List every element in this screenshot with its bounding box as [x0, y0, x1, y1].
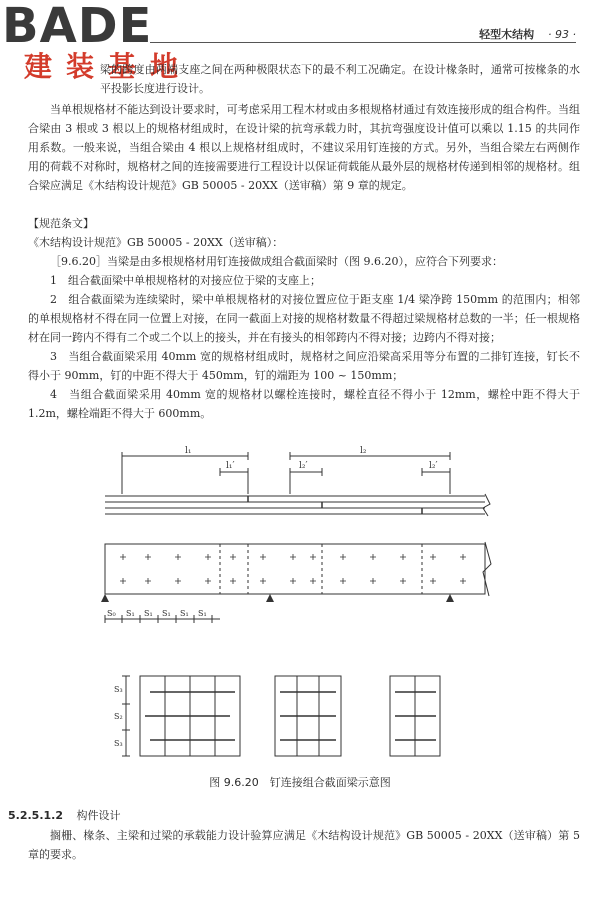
label-s1-e: S₁	[198, 609, 207, 618]
section-number: 5.2.5.1.2	[8, 809, 63, 822]
logo-subtitle: 建装基地	[24, 50, 193, 83]
bade-logo	[2, 0, 193, 83]
support-middle	[266, 594, 274, 602]
nail-pattern	[120, 554, 466, 584]
label-s0: S₀	[107, 609, 116, 618]
label-l2: l₂	[360, 446, 367, 456]
label-l2-prime: l₂′	[299, 461, 308, 471]
code-reference: 《木结构设计规范》GB 50005 - 20XX（送审稿）：	[28, 236, 284, 249]
logo-wordmark: BADE	[2, 0, 153, 54]
label-s3-bottom: S₃	[114, 739, 123, 748]
label-s1-d: S₁	[180, 609, 189, 618]
header-rule	[150, 42, 576, 43]
paragraph-intro: 梁的跨度由两端支座之间在两种极限状态下的最不利工况确定。在设计椽条时，通常可按椽条的水平投影长度进行设计。	[100, 63, 580, 95]
label-l2-prime-right: l₂′	[429, 461, 438, 471]
label-s1-a: S₁	[126, 609, 135, 618]
label-l1-prime: l₁′	[226, 461, 235, 471]
cross-section-3-plies	[275, 676, 341, 756]
code-clause-heading: 【规范条文】	[28, 217, 94, 230]
running-header	[479, 26, 576, 42]
section-title: 构件设计	[76, 809, 121, 822]
section-heading	[8, 806, 580, 825]
figure-9-6-20	[100, 444, 500, 784]
nail-spacing-dimensions	[105, 609, 220, 623]
cross-section-2-plies	[390, 676, 440, 756]
paragraph-composite-beam: 当单根规格材不能达到设计要求时，可考虑采用工程木材或由多根规格材通过有效连接形成的组合构件。当组合梁由 3 根或 3 根以上的规格材组成时，在设计梁的抗弯承载力时，其抗弯强度设计值可以乘以 1.15 的共同作用系数。一般来说，当组合梁由 4 根以上规格材组成时，不建议采用钉连接的方式。另外，当组合梁左右两侧作用的荷载不对称时，规格材之间的连接需要进行工程设计以保证荷载能从最外层的规格材传递到相邻的规格材。组合梁应满足《木结构设计规范》GB 50005 - 20XX（送审稿）第 9 章的规定。	[28, 103, 580, 192]
support-right	[446, 594, 454, 602]
clause-9-6-20: ［9.6.20］当梁是由多根规格材用钉连接做成组合截面梁时（图 9.6.20），应符合下列要求：	[50, 255, 503, 268]
figure-caption: 图 9.6.20 钉连接组合截面梁示意图	[209, 776, 391, 789]
page-number: · 93 ·	[548, 28, 576, 41]
chapter-title: 轻型木结构	[479, 28, 535, 41]
cross-section-4-plies	[114, 676, 240, 756]
clause-item-3: 3 当组合截面梁采用 40mm 宽的规格材组成时，规格材之间应沿梁高采用等分布置的二排钉连接，钉长不得小于 90mm，钉的中距不得大于 450mm，钉的端距为 100 ~ 150mm；	[28, 350, 580, 382]
clause-item-4: 4 当组合截面梁采用 40mm 宽的规格材以螺栓连接时，螺栓直径不得小于 12mm，螺栓中距不得大于 1.2m，螺栓端距不得大于 600mm。	[28, 388, 580, 420]
clause-item-2: 2 组合截面梁为连续梁时，梁中单根规格材的对接位置应位于距支座 1/4 梁净跨 150mm 的范围内；相邻的单根规格材不得在同一位置上对接，在同一截面上对接的规格材数量不得超过梁规格材总数的一半；任一根规格材在同一跨内不得有二个或二个以上的接头，并在有接头的相邻跨内不得对接；边跨内不得对接；	[28, 293, 580, 344]
section-body: 搁栅、椽条、主梁和过梁的承载能力设计验算应满足《木结构设计规范》GB 50005 - 20XX（送审稿）第 5 章的要求。	[28, 829, 580, 861]
label-l1: l₁	[185, 446, 192, 456]
beam-plan-view	[105, 494, 490, 516]
support-left	[101, 594, 109, 602]
beam-elevation	[101, 542, 491, 602]
label-s3-top: S₃	[114, 685, 123, 694]
clause-item-1: 1 组合截面梁中单根规格材的对接应位于梁的支座上；	[50, 274, 321, 287]
label-s1-b: S₁	[144, 609, 153, 618]
dimension-lines-top	[122, 446, 450, 494]
label-s1-c: S₁	[162, 609, 171, 618]
label-s2: S₂	[114, 712, 123, 721]
